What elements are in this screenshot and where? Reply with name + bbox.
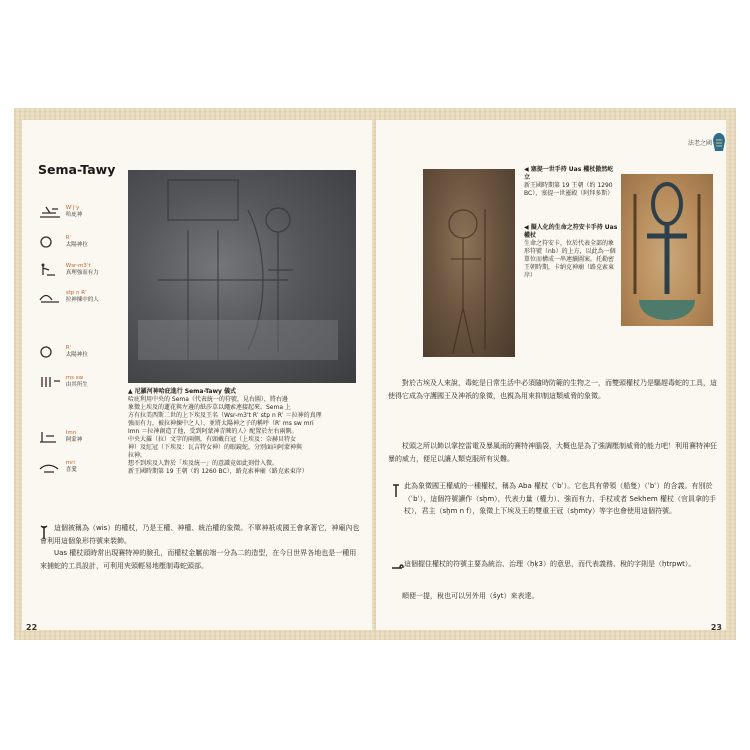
glyph-translit: Rʿ (65, 235, 72, 241)
ankh-icon (621, 174, 713, 326)
caption-line: 拉神。 (128, 452, 147, 459)
caption-line: 哈庇利用中央的 Sema（代表統一的符號，見右圖），將右邊 (128, 396, 288, 403)
glyph-translit: mri (65, 460, 75, 466)
relief-carving-illustration (128, 170, 356, 383)
hieroglyph-icon (38, 205, 64, 219)
caption-title: ▲ 尼羅河神哈庇進行 Sema-Tawy 儀式 (128, 388, 360, 396)
pharaoh-relief-photo (423, 169, 515, 357)
hieroglyph-icon (38, 460, 64, 474)
glyph-translit: Wsr-m3ʿt (65, 263, 91, 269)
glyph-translit: stp n Rʿ (65, 290, 87, 296)
glyph-meaning: 拉神揀中的人 (65, 297, 99, 303)
paragraph: 這個被稱為（wis）的權杖，乃是王權、神權、統治權的象徵。不單神祇或國王會拿著它，神廟內也會利用這個象形符號來裝飾。 (40, 524, 360, 545)
paragraph: Uas 權杖頭時常出現賽特神的臉孔，而權杖金屬前端一分為二的造型，在今日世界各地也是一種用來捕蛇的工具設計，可利用夾頭輕易地壓制毒蛇頭部。 (40, 549, 357, 570)
caption-b (524, 224, 618, 280)
glyph-meaning: 哈庇神 (65, 212, 83, 218)
ankh-relief-photo (621, 174, 713, 326)
photo-caption (128, 388, 360, 476)
glyph-entry (38, 430, 126, 444)
glyph-meaning: 太陽神拉 (65, 242, 88, 248)
caption-line: 強而有力，被拉神揀中之人）、並將太陽神之子的稱呼（Rʿ ms sw mri (128, 420, 314, 427)
caption-line: 方有拉美西斯二世的上下埃及王名（Wsr-m3't Rʿ stp n Rʿ ＝拉神的真理 (128, 412, 322, 419)
caption-text: 新王國時期第 19 王朝（約 1290 BC），塞提一世靈殿（阿拜多斯） (524, 182, 614, 197)
caption-a (524, 166, 618, 198)
glyph-entry (38, 460, 126, 474)
right-page (376, 120, 726, 630)
glyph-entry (38, 205, 126, 219)
caption-text: 生命之符安卡，位於代表全部的象形符號（nb）的上方，以此為一個單位而構成一串連續圖案。托勒密王朝時期，卡納克神廟（路克索東岸） (524, 240, 616, 279)
paragraph: 對於古埃及人來說，毒蛇是日常生活中必須隨時防範的生物之一，而雙頭權杖乃是驅趕毒蛇的工具，這使得它成為守護國王及神祇的象徵，也親為用來抑制這類威脅的象徵。 (388, 379, 717, 400)
caption-line: 新王國時期第 19 王朝（約 1260 BC），路克索神廟（路克索東岸） (128, 468, 308, 475)
sun-disk-icon (38, 345, 64, 359)
sidebar-title: Sema-Tawy (38, 162, 116, 177)
paragraph: 順便一提，稅也可以另外用（šyt）來表達。 (402, 592, 539, 600)
paragraph: 此為象徵國王權威的一種權杖，稱為 Aba 權杖（ʿbʿ）。它也具有帶領（船隻）（ʿbʿ）的含義。有別於（ʿbʿ），這個符號讀作（sḫm），代表力量（權力）、強而有力、手杖或者 Sekhem 權杖（官員拿的手杖），君主（sḫm n f），象徵上下埃及王的雙重王冠（sḫmty）等字也會使用這個符號。 (404, 482, 716, 515)
glyph-translit: Rʿ (65, 345, 72, 351)
glyph-translit: Wʿjʿy (65, 205, 80, 211)
caption-line: 中央大羅（拉）文字的兩側，有頭戴白冠（上埃及：奈赫貝特女 (128, 436, 297, 443)
caption-title: ◀ 塞提一世手持 Uas 權杖傲然屹立 (524, 166, 618, 182)
page-number: 23 (710, 623, 722, 632)
left-page (22, 120, 372, 630)
pharaoh-relief-illustration (423, 169, 515, 357)
caption-line: Imn ＝拉神創造了他，受到阿蒙神青睞的人）配置於左右兩側。 (128, 428, 298, 435)
pharaoh-mask-icon (712, 132, 726, 152)
glyph-meaning: 阿蒙神 (65, 437, 83, 443)
glyph-meaning: 太陽神拉 (65, 352, 88, 358)
running-header: 法老之國 (687, 140, 712, 147)
body-text (40, 522, 360, 572)
glyph-entry (38, 263, 126, 277)
relief-photo (128, 170, 356, 383)
hieroglyph-icon (38, 375, 64, 389)
glyph-entry (38, 345, 126, 359)
glyph-translit: ms sw (65, 375, 84, 381)
glyph-translit: Imn (65, 430, 77, 436)
seated-figure-icon (38, 263, 64, 277)
glyph-meaning: 喜愛 (65, 467, 77, 473)
caption-line: 象徵上埃及的蓮花與左邊的紙莎草以繩索連接起來。Sema 上 (128, 404, 291, 411)
book-spread (14, 108, 736, 640)
glyph-entry (38, 290, 126, 304)
glyph-meaning: 真理強而有力 (65, 270, 99, 276)
caption-title: ◀ 擬人化的生命之符安卡手持 Uas 權杖 (524, 224, 618, 240)
sun-disk-icon (38, 235, 64, 249)
glyph-meaning: 由其所生 (65, 382, 88, 388)
hieroglyph-icon (38, 290, 64, 304)
page-number: 22 (26, 623, 38, 632)
caption-line: 神）及紅冠（下埃及：瓦吉特女神）的眼鏡蛇，分別面向阿蒙神與 (128, 444, 303, 451)
paragraph: 這個握住權杖的符號主要為統治、治理（ḥḳ3）的意思，而代表義務、稅的字則是（ḥtrpwt）。 (404, 560, 696, 568)
glyph-entry (38, 235, 126, 249)
caption-line: 想不到埃及人對於「埃及統一」的意識竟如此刻骨入微。 (128, 460, 279, 467)
glyph-entry (38, 375, 126, 389)
paragraph: 杖頭之所以飾以掌控雷電及暴風雨的賽特神腦袋，大概也是為了強調壓制威脅的能力吧！利用賽特神狂暴的威力，便足以讓人類克服所有災難。 (388, 442, 717, 463)
hieroglyph-icon (38, 430, 64, 444)
